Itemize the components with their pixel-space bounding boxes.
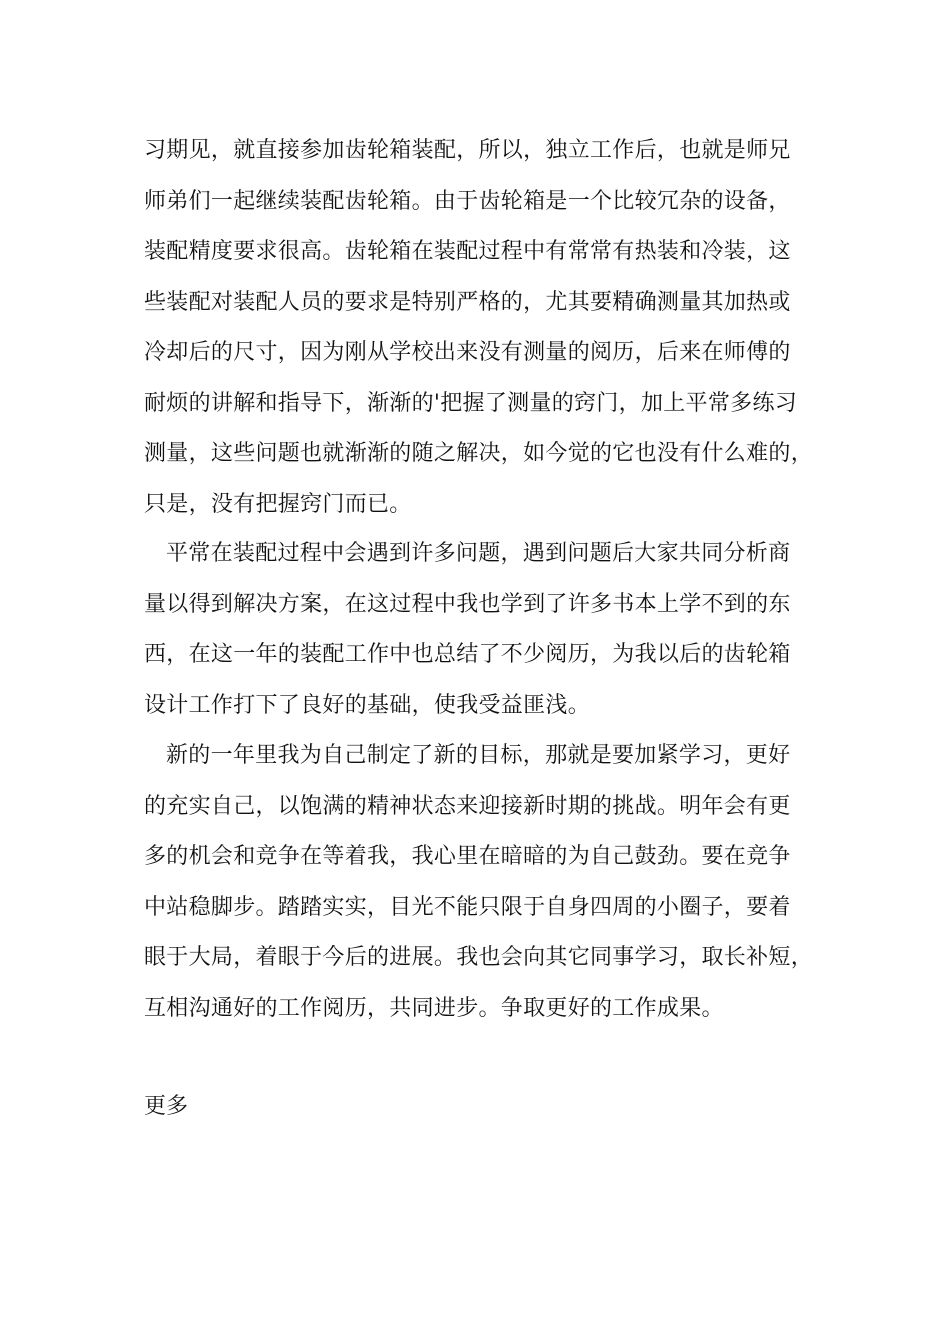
paragraph-line: 新的一年里我为自己制定了新的目标，那就是要加紧学习，更好 bbox=[166, 743, 791, 768]
paragraph-line: 的充实自己，以饱满的精神状态来迎接新时期的挑战。明年会有更 bbox=[144, 793, 791, 819]
paragraph-line: 量以得到解决方案，在这过程中我也学到了许多书本上学不到的东 bbox=[144, 591, 791, 617]
paragraph-line: 西，在这一年的装配工作中也总结了不少阅历，为我以后的齿轮箱 bbox=[144, 642, 791, 667]
paragraph-3 bbox=[144, 731, 834, 1034]
paragraph-line: 多的机会和竞争在等着我，我心里在暗暗的为自己鼓劲。要在竞争 bbox=[144, 844, 791, 869]
paragraph-line: 习期见，就直接参加齿轮箱装配，所以，独立工作后，也就是师兄 bbox=[144, 138, 791, 163]
paragraph-1 bbox=[144, 126, 834, 530]
paragraph-line: 装配精度要求很高。齿轮箱在装配过程中有常常有热装和冷装，这 bbox=[144, 239, 791, 264]
paragraph-line: 眼于大局，着眼于今后的进展。我也会向其它同事学习，取长补短， bbox=[144, 945, 814, 970]
paragraph-line: 只是，没有把握窍门而已。 bbox=[144, 491, 412, 517]
paragraph-line: 测量，这些问题也就渐渐的随之解决，如今觉的它也没有什么难的， bbox=[144, 441, 814, 466]
paragraph-line: 师弟们一起继续装配齿轮箱。由于齿轮箱是一个比较冗杂的设备， bbox=[144, 188, 791, 214]
paragraph-line: 互相沟通好的工作阅历，共同进步。争取更好的工作成果。 bbox=[144, 995, 724, 1021]
paragraph-line: 平常在装配过程中会遇到许多问题，遇到问题后大家共同分析商 bbox=[166, 541, 791, 566]
paragraph-2 bbox=[144, 529, 834, 731]
paragraph-line: 些装配对装配人员的要求是特别严格的，尤其要精确测量其加热或 bbox=[144, 289, 791, 315]
paragraph-line: 设计工作打下了良好的基础，使我受益匪浅。 bbox=[144, 692, 591, 718]
paragraph-line: 冷却后的尺寸，因为刚从学校出来没有测量的阅历，后来在师傅的 bbox=[144, 340, 791, 365]
paragraph-line: 中站稳脚步。踏踏实实，目光不能只限于自身四周的小圈子，要着 bbox=[144, 894, 791, 920]
more-link[interactable]: 更多 bbox=[144, 1094, 189, 1119]
paragraph-line: 耐烦的讲解和指导下，渐渐的'把握了测量的窍门，加上平常多练习 bbox=[144, 390, 798, 416]
